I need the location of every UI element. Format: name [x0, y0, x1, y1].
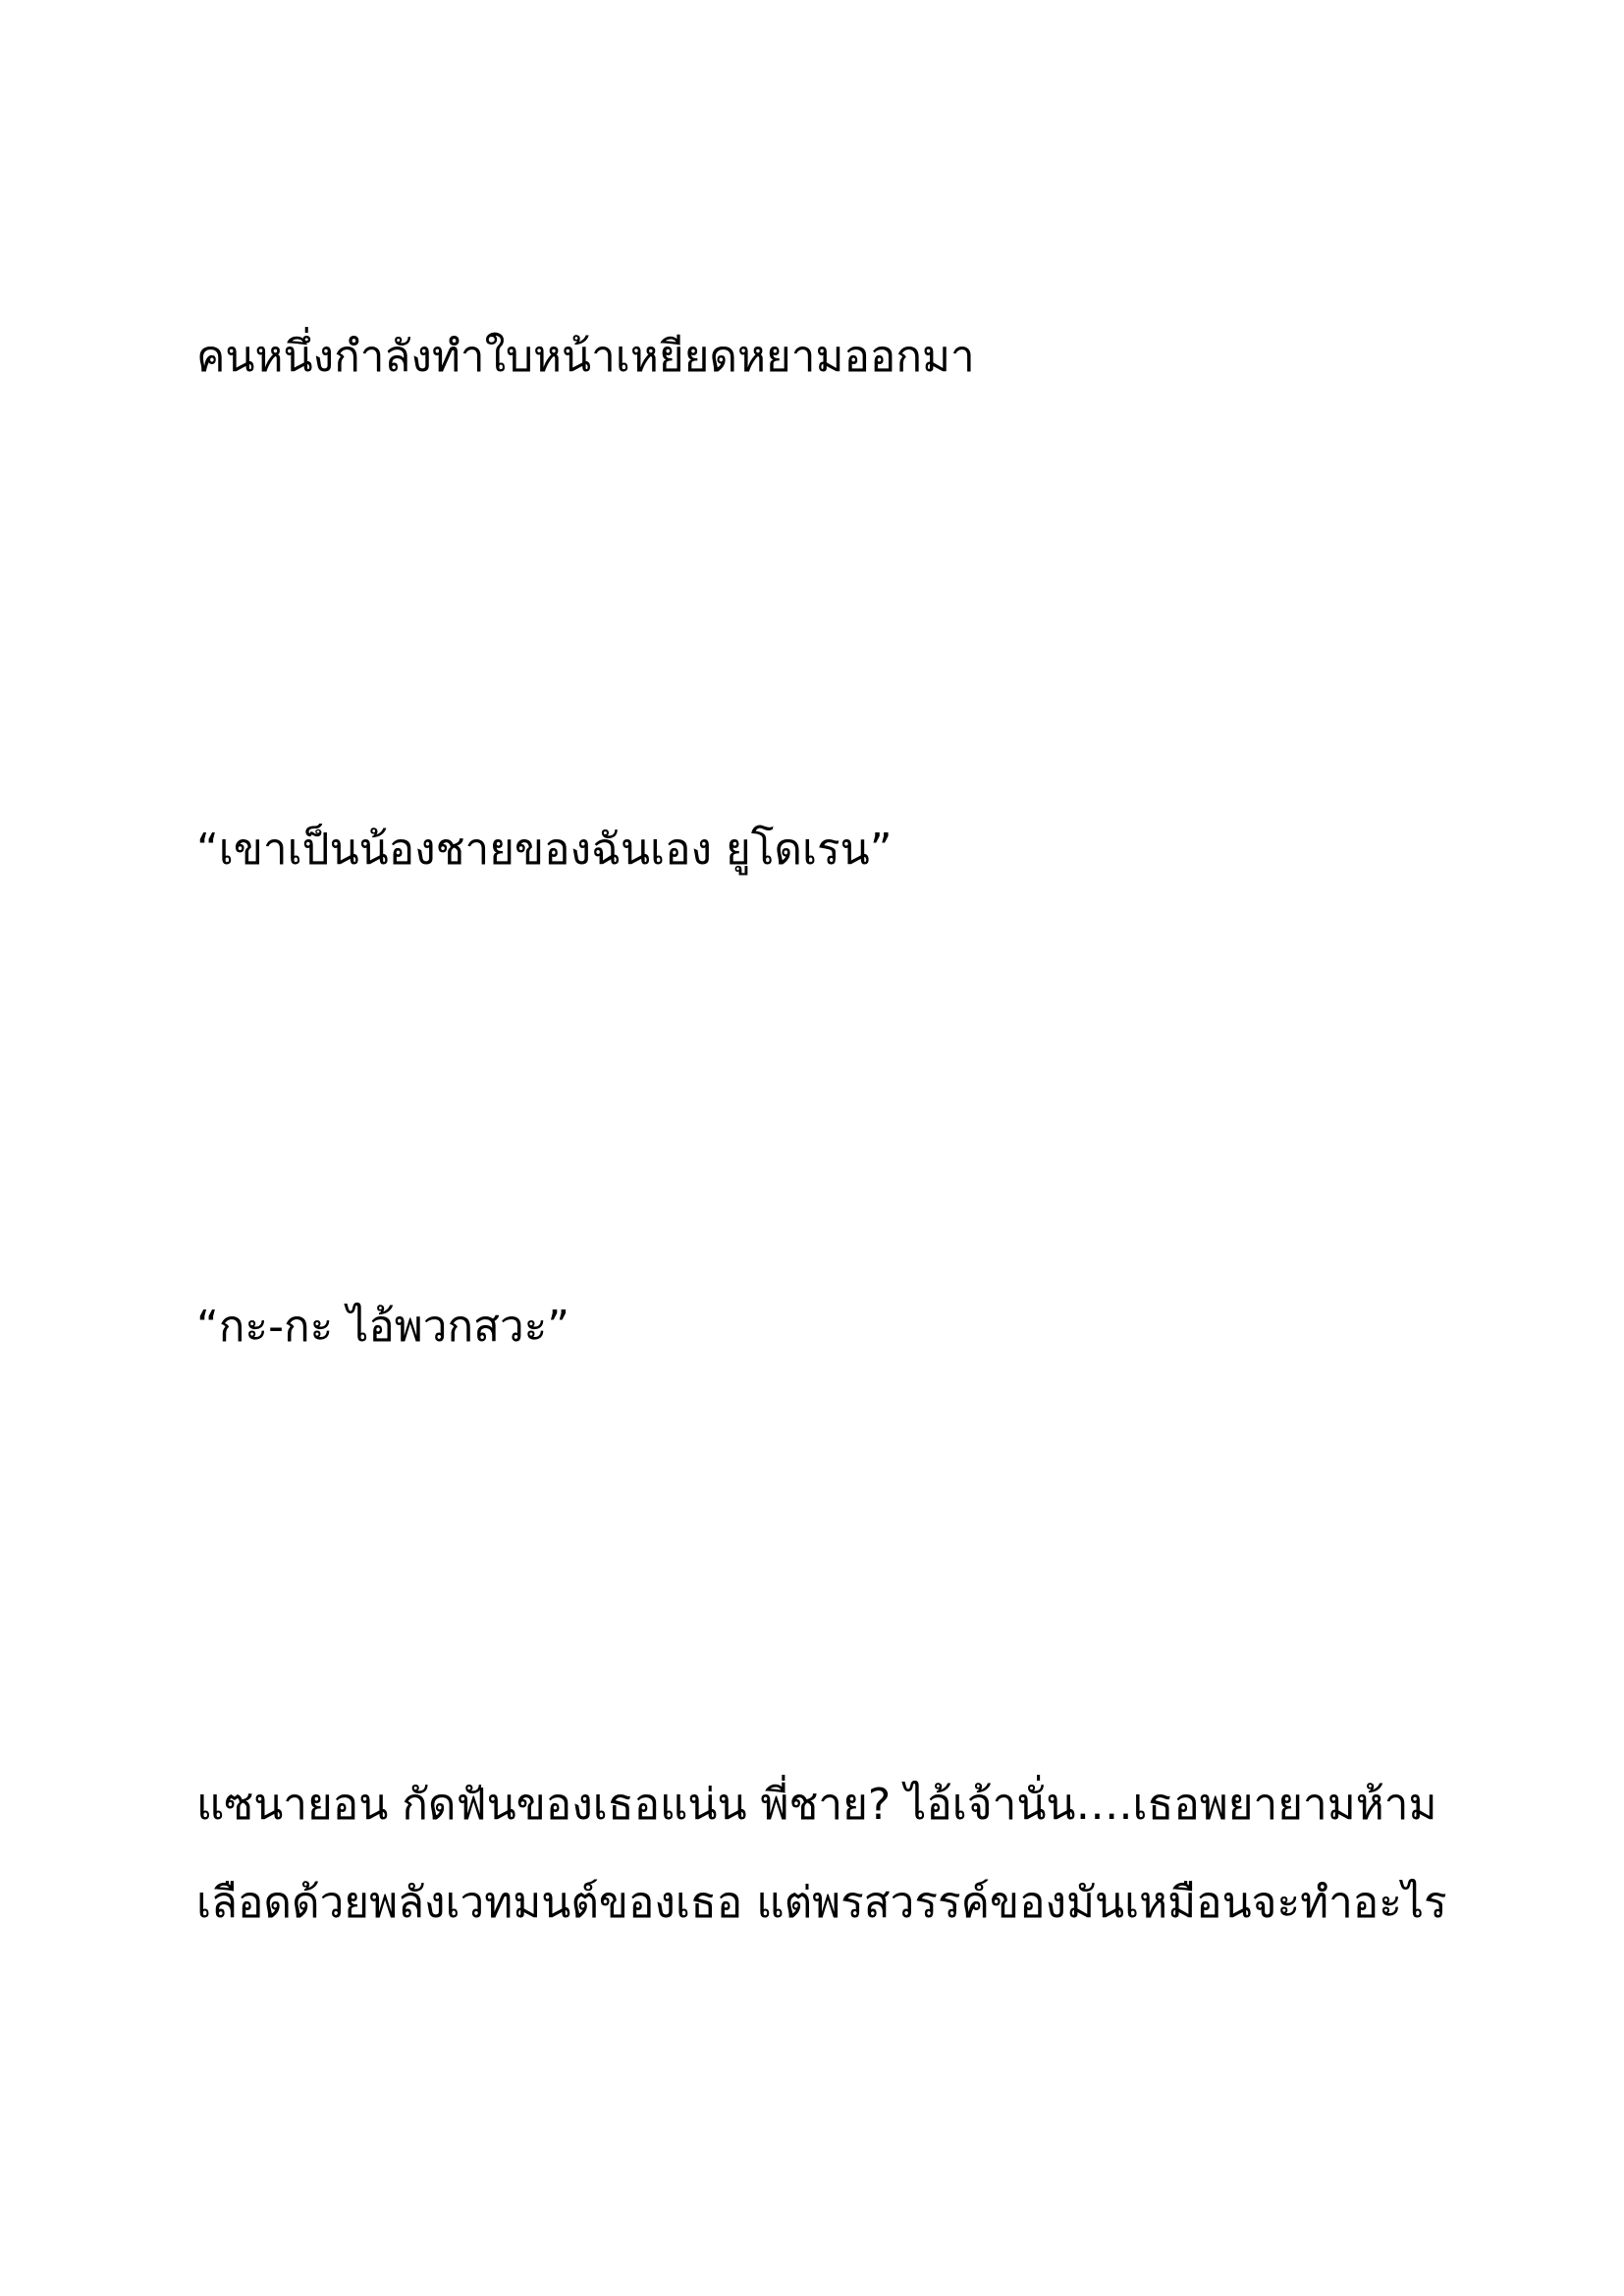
dialogue-line: “เขาเป็นน้องชายของฉันเอง ยูโดเรน”: [196, 825, 893, 875]
paragraph-line: แซนายอน กัดฟันของเธอแน่น พี่ชาย? ไอ้เจ้านั่น….เธอพยายามห้าม: [196, 1780, 1437, 1830]
paragraph-line: เลือดด้วยพลังเวทมนต์ของเธอ แต่พรสวรรค์ของมันเหมือนจะทำอะไร: [196, 1878, 1447, 1928]
dialogue-line: “กะ-กะ ไอ้พวกสวะ”: [196, 1302, 570, 1352]
narration-line: คนหนึ่งกำลังทำใบหน้าเหยียดหยามออกมา: [196, 332, 975, 382]
